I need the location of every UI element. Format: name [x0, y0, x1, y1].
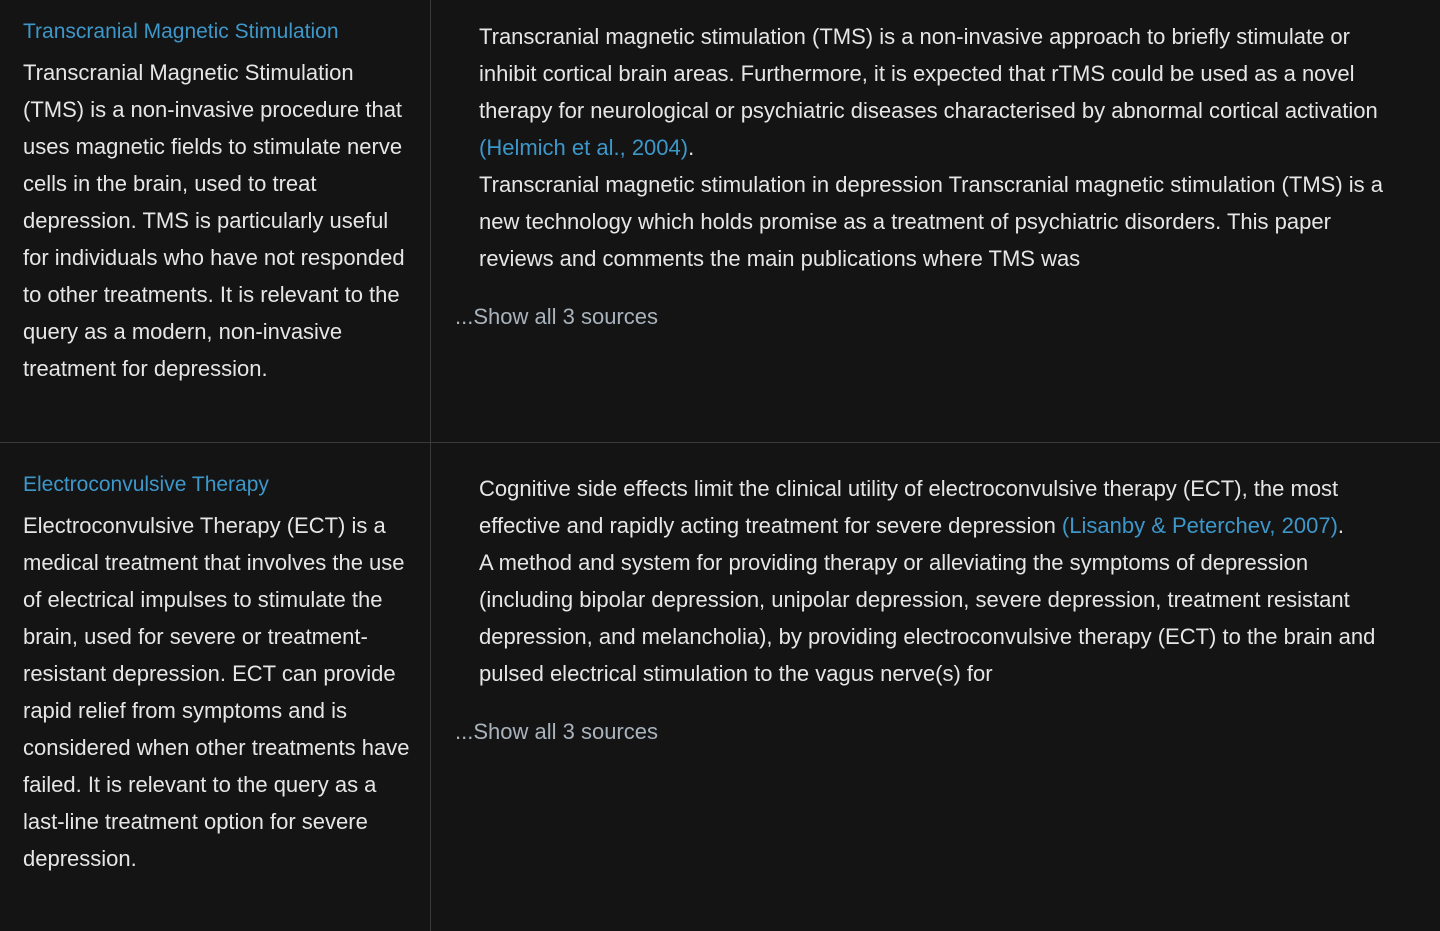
table-row — [0, 443, 1440, 931]
source-excerpt — [479, 470, 1400, 544]
source-text-end: . — [1337, 513, 1345, 538]
table-row — [0, 0, 1440, 443]
topic-cell — [0, 443, 431, 931]
topic-cell — [0, 0, 431, 442]
source-excerpt — [479, 544, 1400, 692]
source-text: Cognitive side effects limit the clinical utility of electroconvulsive therapy (ECT), the most effective and rapidly acting treatment for severe depression — [479, 476, 1339, 538]
show-all-sources-link[interactable]: ...Show all 3 sources — [455, 719, 658, 744]
show-all-sources-link[interactable]: ...Show all 3 sources — [455, 304, 658, 329]
topic-title-link[interactable]: Transcranial Magnetic Stimulation — [23, 20, 339, 43]
topic-title-link[interactable]: Electroconvulsive Therapy — [23, 473, 269, 496]
topic-description: Transcranial Magnetic Stimulation (TMS) is a non-invasive procedure that uses magnetic fields to stimulate nerve cells in the brain, used to treat depression. TMS is particularly useful for individuals who have not responded to other treatments. It is relevant to the query as a modern, non-invasive treatment for depression. — [23, 60, 405, 381]
source-excerpt — [479, 166, 1400, 277]
source-excerpts — [479, 18, 1400, 277]
source-text: Transcranial magnetic stimulation (TMS) is a non-invasive approach to briefly stimulate or inhibit cortical brain areas. Furthermore, it is expected that rTMS could be used as a novel therapy for neurological or psychiatric diseases characterised by abnormal cortical activation — [479, 24, 1378, 123]
source-text: Transcranial magnetic stimulation in depression Transcranial magnetic stimulation (TMS) is a new technology which holds promise as a treatment of psychiatric disorders. This paper reviews and comments the main publications where TMS was — [479, 172, 1383, 271]
source-text: A method and system for providing therapy or alleviating the symptoms of depression (including bipolar depression, unipolar depression, severe depression, treatment resistant depression, and melancholia), by providing electroconvulsive therapy (ECT) to the brain and pulsed electrical stimulation to the vagus nerve(s) for — [479, 550, 1376, 686]
source-text-end: . — [688, 135, 695, 160]
citation-link[interactable]: (Helmich et al., 2004) — [479, 135, 689, 160]
sources-cell — [431, 443, 1440, 931]
sources-cell — [431, 0, 1440, 442]
topic-description: Electroconvulsive Therapy (ECT) is a medical treatment that involves the use of electrical impulses to stimulate the brain, used for severe or treatment-resistant depression. ECT can provide rapid relief from symptoms and is considered when other treatments have failed. It is relevant to the query as a last-line treatment option for severe depression. — [23, 513, 410, 871]
source-excerpt — [479, 18, 1400, 166]
source-excerpts — [479, 470, 1400, 692]
citation-link[interactable]: (Lisanby & Peterchev, 2007) — [1061, 513, 1338, 538]
